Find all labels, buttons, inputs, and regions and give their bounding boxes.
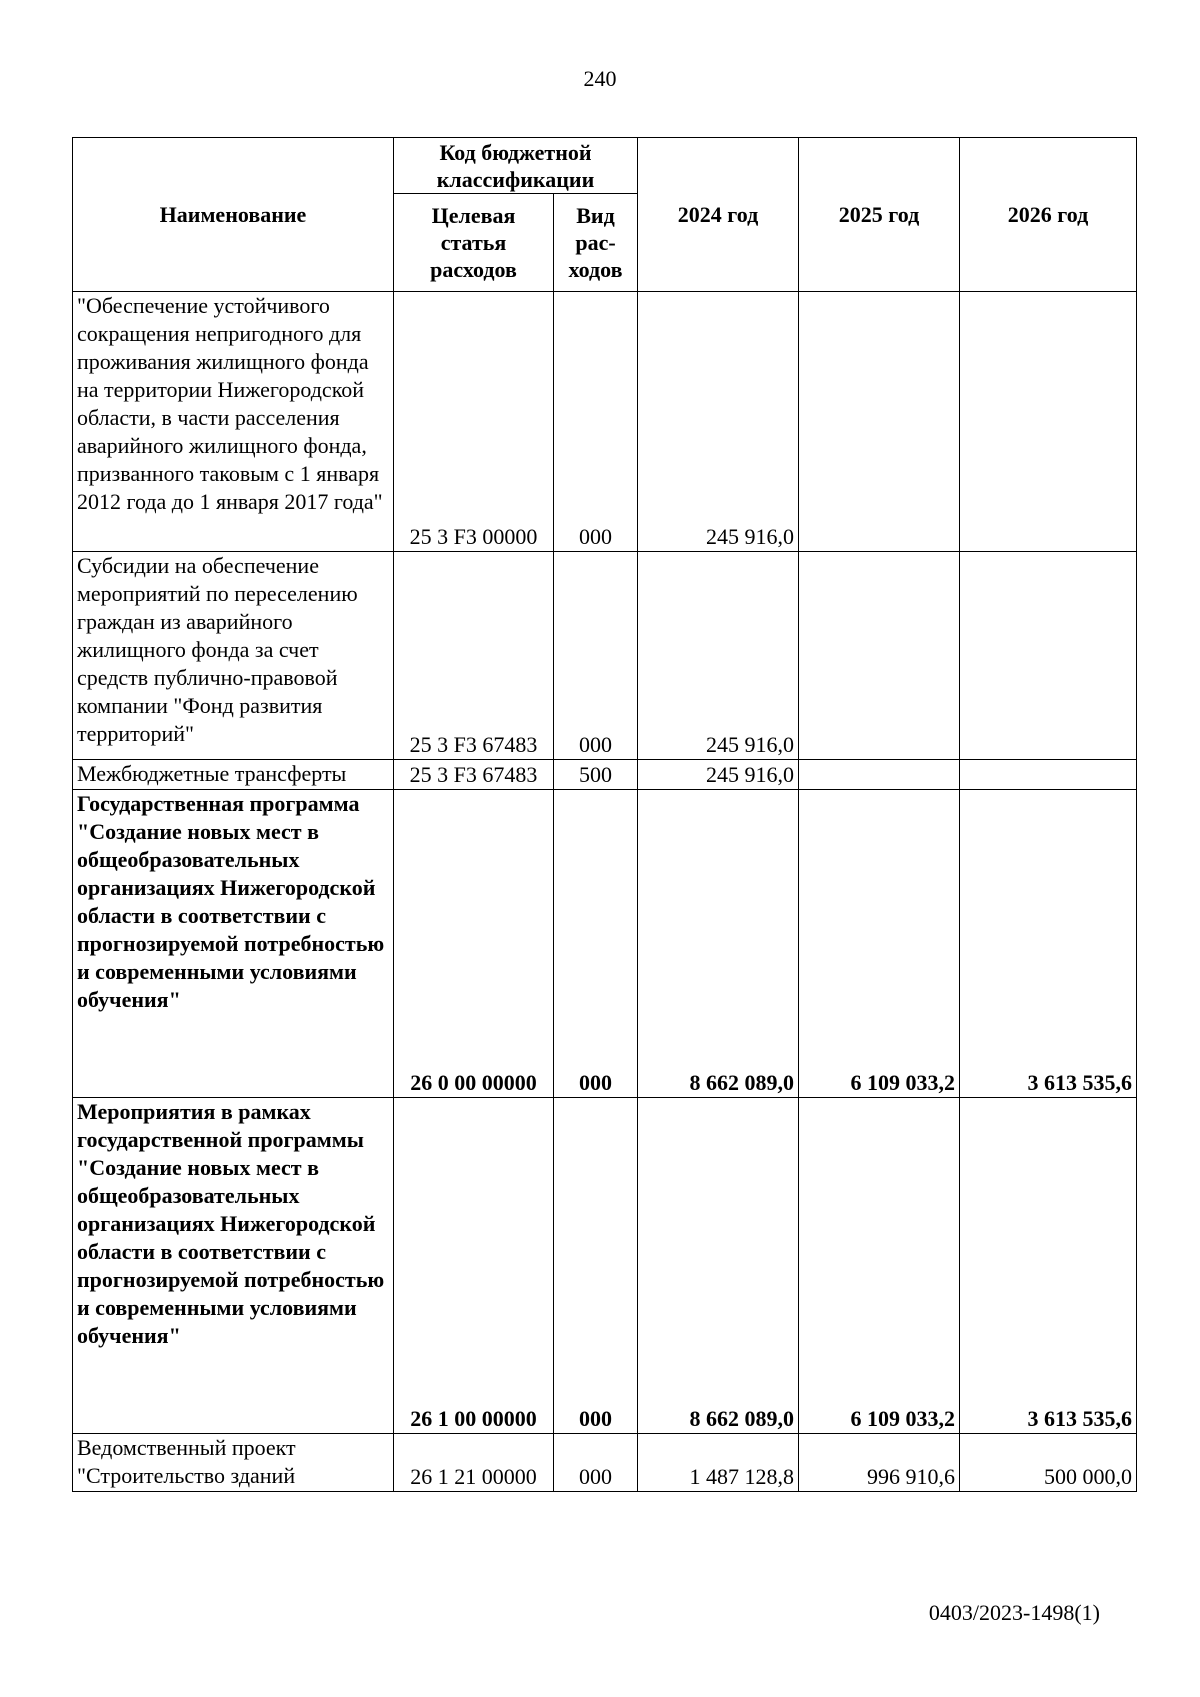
row-name: Мероприятия в рамках государственной программы "Создание новых мест в общеобразовательных организациях Нижегородской области в соответствии с прогнозируемой потребностью и современными условиями обучения" [73, 1098, 394, 1434]
table-row [73, 790, 1137, 1098]
row-expense-kind: 000 [554, 552, 638, 760]
page-number: 240 [583, 66, 617, 91]
row-2025: 996 910,6 [799, 1434, 960, 1492]
header-2025: 2025 год [799, 138, 960, 292]
row-expense-kind: 000 [554, 790, 638, 1098]
budget-table [72, 137, 1137, 1492]
table-row [73, 760, 1137, 790]
row-target-code: 26 1 21 00000 [394, 1434, 554, 1492]
row-name: "Обеспечение устойчивого сокращения непригодного для проживания жилищного фонда на территории Нижегородской области, в части расселения аварийного жилищного фонда, призванного таковым с 1 января 2012 года до 1 января 2017 года" [73, 292, 394, 552]
row-2026 [960, 760, 1137, 790]
row-target-code: 25 3 F3 00000 [394, 292, 554, 552]
header-name: Наименование [73, 138, 394, 292]
document-id: 0403/2023-1498(1) [928, 1600, 1100, 1625]
row-name: Государственная программа "Создание новых мест в общеобразовательных организациях Нижегородской области в соответствии с прогнозируемой потребностью и современными условиями обучения" [73, 790, 394, 1098]
header-target-article: Целевая статья расходов [394, 194, 554, 292]
row-2025 [799, 760, 960, 790]
table-row [73, 1098, 1137, 1434]
row-2025: 6 109 033,2 [799, 790, 960, 1098]
header-code-group: Код бюджетной классификации [394, 138, 638, 194]
header-expense-kind: Вид рас-ходов [554, 194, 638, 292]
row-2026: 500 000,0 [960, 1434, 1137, 1492]
row-2025 [799, 552, 960, 760]
row-2026 [960, 552, 1137, 760]
row-target-code: 26 0 00 00000 [394, 790, 554, 1098]
row-expense-kind: 000 [554, 1098, 638, 1434]
row-expense-kind: 000 [554, 1434, 638, 1492]
row-2025: 6 109 033,2 [799, 1098, 960, 1434]
row-expense-kind: 000 [554, 292, 638, 552]
row-2024: 245 916,0 [638, 292, 799, 552]
row-target-code: 25 3 F3 67483 [394, 552, 554, 760]
header-2024: 2024 год [638, 138, 799, 292]
row-expense-kind: 500 [554, 760, 638, 790]
header-2026: 2026 год [960, 138, 1137, 292]
row-target-code: 26 1 00 00000 [394, 1098, 554, 1434]
row-2024: 245 916,0 [638, 760, 799, 790]
row-2024: 8 662 089,0 [638, 790, 799, 1098]
row-2025 [799, 292, 960, 552]
row-target-code: 25 3 F3 67483 [394, 760, 554, 790]
row-2024: 245 916,0 [638, 552, 799, 760]
row-name: Межбюджетные трансферты [73, 760, 394, 790]
row-2026: 3 613 535,6 [960, 790, 1137, 1098]
table-row [73, 1434, 1137, 1492]
row-2026: 3 613 535,6 [960, 1098, 1137, 1434]
row-name: Субсидии на обеспечение мероприятий по переселению граждан из аварийного жилищного фонда за счет средств публично-правовой компании "Фонд развития территорий" [73, 552, 394, 760]
row-2024: 1 487 128,8 [638, 1434, 799, 1492]
table-row [73, 552, 1137, 760]
table-row [73, 292, 1137, 552]
row-name: Ведомственный проект "Строительство зданий [73, 1434, 394, 1492]
row-2026 [960, 292, 1137, 552]
row-2024: 8 662 089,0 [638, 1098, 799, 1434]
